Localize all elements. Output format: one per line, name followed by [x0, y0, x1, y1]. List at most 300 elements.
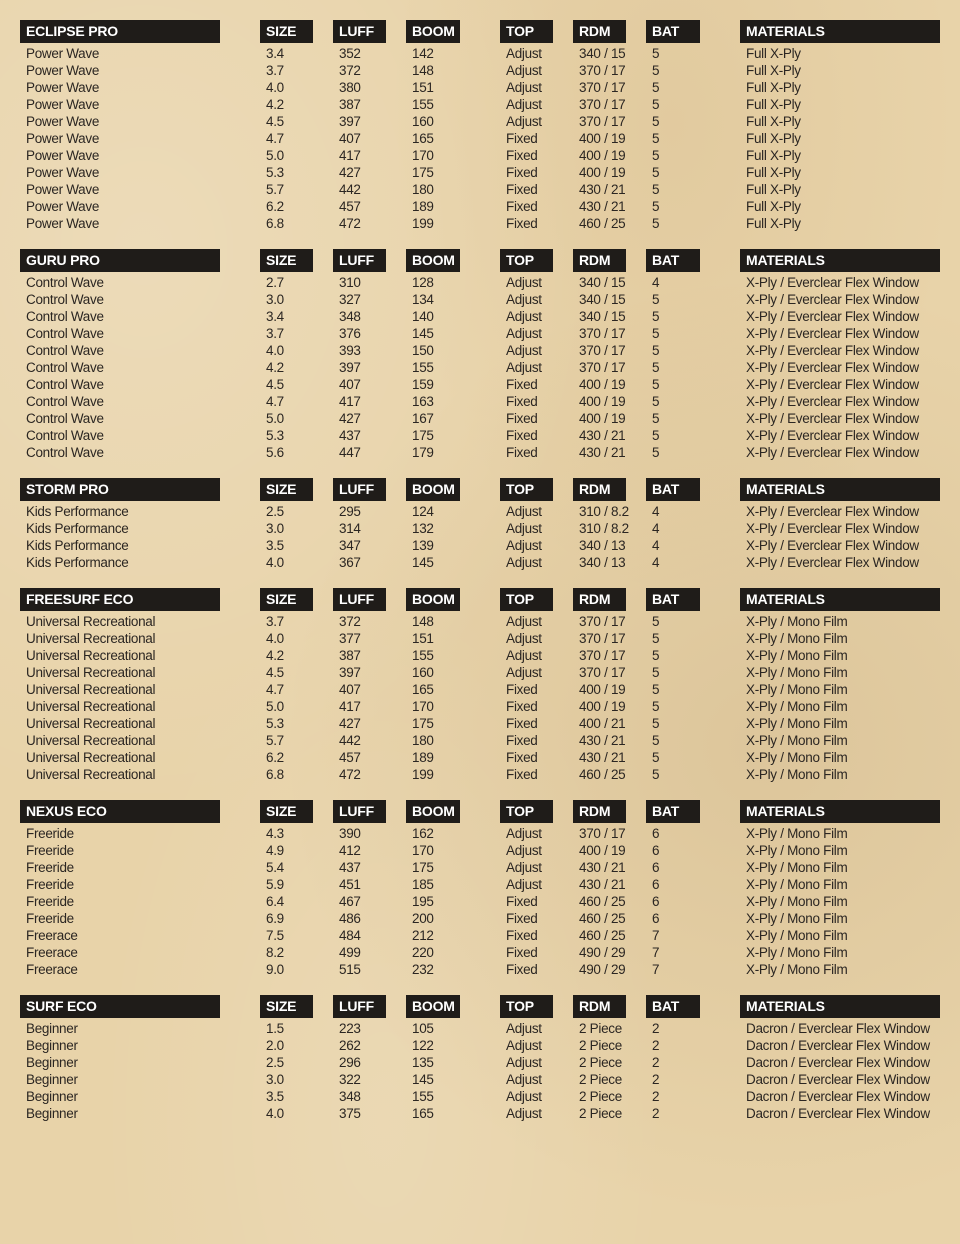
cell-materials: X-Ply / Everclear Flex Window [746, 445, 919, 460]
cell-materials: X-Ply / Mono Film [746, 631, 848, 646]
cell-materials: X-Ply / Everclear Flex Window [746, 275, 919, 290]
cell-luff: 387 [339, 648, 361, 663]
cell-luff: 457 [339, 199, 361, 214]
cell-size: 7.5 [266, 928, 284, 943]
section-title: STORM PRO [20, 478, 220, 501]
cell-luff: 407 [339, 131, 361, 146]
cell-bat: 5 [652, 199, 660, 214]
cell-name: Freerace [26, 945, 78, 960]
cell-name: Freeride [26, 877, 74, 892]
cell-boom: 199 [412, 767, 434, 782]
cell-size: 5.7 [266, 182, 284, 197]
cell-materials: Full X-Ply [746, 80, 801, 95]
cell-boom: 145 [412, 1072, 434, 1087]
cell-boom: 189 [412, 199, 434, 214]
cell-rdm: 430 / 21 [579, 860, 626, 875]
column-header-luff: LUFF [333, 800, 386, 823]
cell-name: Power Wave [26, 165, 100, 180]
cell-materials: X-Ply / Mono Film [746, 614, 848, 629]
cell-name: Power Wave [26, 97, 100, 112]
cell-luff: 387 [339, 97, 361, 112]
cell-boom: 200 [412, 911, 434, 926]
cell-bat: 4 [652, 504, 660, 519]
cell-rdm: 370 / 17 [579, 648, 626, 663]
cell-luff: 484 [339, 928, 361, 943]
cell-bat: 7 [652, 945, 660, 960]
cell-top: Adjust [506, 292, 542, 307]
cell-bat: 5 [652, 165, 660, 180]
cell-boom: 145 [412, 555, 434, 570]
cell-size: 2.5 [266, 1055, 284, 1070]
cell-boom: 175 [412, 165, 434, 180]
cell-boom: 170 [412, 699, 434, 714]
cell-rdm: 310 / 8.2 [579, 521, 629, 536]
cell-size: 4.7 [266, 394, 284, 409]
cell-name: Control Wave [26, 360, 104, 375]
cell-size: 6.8 [266, 216, 284, 231]
cell-rdm: 430 / 21 [579, 445, 626, 460]
cell-size: 9.0 [266, 962, 284, 977]
cell-top: Adjust [506, 46, 542, 61]
cell-luff: 407 [339, 682, 361, 697]
cell-top: Fixed [506, 699, 538, 714]
cell-size: 5.0 [266, 411, 284, 426]
table-row [0, 554, 960, 571]
cell-boom: 151 [412, 80, 434, 95]
table-row [0, 766, 960, 783]
column-header-rdm: RDM [573, 995, 626, 1018]
cell-materials: Dacron / Everclear Flex Window [746, 1106, 930, 1121]
cell-boom: 155 [412, 1089, 434, 1104]
cell-boom: 180 [412, 733, 434, 748]
cell-size: 5.6 [266, 445, 284, 460]
cell-boom: 185 [412, 877, 434, 892]
cell-name: Control Wave [26, 445, 104, 460]
table-row [0, 961, 960, 978]
cell-bat: 5 [652, 360, 660, 375]
cell-materials: X-Ply / Mono Film [746, 716, 848, 731]
cell-boom: 135 [412, 1055, 434, 1070]
cell-name: Kids Performance [26, 521, 129, 536]
cell-boom: 155 [412, 648, 434, 663]
cell-top: Adjust [506, 631, 542, 646]
cell-name: Control Wave [26, 275, 104, 290]
cell-boom: 160 [412, 665, 434, 680]
cell-name: Power Wave [26, 199, 100, 214]
cell-boom: 189 [412, 750, 434, 765]
column-header-luff: LUFF [333, 588, 386, 611]
column-header-bat: BAT [646, 478, 700, 501]
cell-bat: 5 [652, 716, 660, 731]
cell-rdm: 340 / 15 [579, 46, 626, 61]
cell-name: Universal Recreational [26, 750, 156, 765]
column-header-top: TOP [500, 249, 553, 272]
cell-bat: 5 [652, 182, 660, 197]
cell-name: Kids Performance [26, 555, 129, 570]
cell-rdm: 430 / 21 [579, 182, 626, 197]
cell-boom: 155 [412, 360, 434, 375]
cell-materials: Full X-Ply [746, 165, 801, 180]
cell-name: Universal Recreational [26, 614, 156, 629]
cell-luff: 380 [339, 80, 361, 95]
cell-top: Fixed [506, 377, 538, 392]
cell-luff: 437 [339, 428, 361, 443]
column-header-rdm: RDM [573, 20, 626, 43]
cell-top: Adjust [506, 97, 542, 112]
cell-size: 5.3 [266, 716, 284, 731]
cell-top: Adjust [506, 521, 542, 536]
cell-rdm: 370 / 17 [579, 826, 626, 841]
cell-materials: X-Ply / Mono Film [746, 843, 848, 858]
cell-boom: 165 [412, 131, 434, 146]
cell-size: 3.0 [266, 292, 284, 307]
cell-luff: 223 [339, 1021, 361, 1036]
cell-luff: 377 [339, 631, 361, 646]
column-header-top: TOP [500, 588, 553, 611]
cell-boom: 180 [412, 182, 434, 197]
cell-luff: 322 [339, 1072, 361, 1087]
table-row [0, 274, 960, 291]
cell-boom: 128 [412, 275, 434, 290]
cell-top: Fixed [506, 394, 538, 409]
cell-luff: 499 [339, 945, 361, 960]
cell-rdm: 2 Piece [579, 1055, 622, 1070]
cell-name: Freeride [26, 860, 74, 875]
cell-boom: 170 [412, 843, 434, 858]
cell-materials: X-Ply / Mono Film [746, 928, 848, 943]
cell-name: Freerace [26, 928, 78, 943]
cell-materials: X-Ply / Mono Film [746, 648, 848, 663]
cell-materials: X-Ply / Mono Film [746, 682, 848, 697]
cell-size: 3.0 [266, 1072, 284, 1087]
cell-boom: 175 [412, 860, 434, 875]
cell-materials: X-Ply / Everclear Flex Window [746, 377, 919, 392]
cell-bat: 5 [652, 750, 660, 765]
section-title: GURU PRO [20, 249, 220, 272]
table-row [0, 113, 960, 130]
cell-name: Freerace [26, 962, 78, 977]
cell-rdm: 400 / 19 [579, 131, 626, 146]
cell-materials: X-Ply / Mono Film [746, 962, 848, 977]
cell-rdm: 370 / 17 [579, 343, 626, 358]
cell-boom: 175 [412, 428, 434, 443]
cell-bat: 5 [652, 428, 660, 443]
cell-top: Adjust [506, 326, 542, 341]
cell-top: Adjust [506, 114, 542, 129]
cell-bat: 2 [652, 1055, 660, 1070]
cell-materials: X-Ply / Mono Film [746, 699, 848, 714]
cell-rdm: 2 Piece [579, 1038, 622, 1053]
cell-size: 2.7 [266, 275, 284, 290]
cell-size: 4.0 [266, 1106, 284, 1121]
cell-name: Freeride [26, 894, 74, 909]
cell-size: 5.3 [266, 428, 284, 443]
cell-name: Freeride [26, 843, 74, 858]
cell-name: Universal Recreational [26, 631, 156, 646]
cell-luff: 486 [339, 911, 361, 926]
cell-bat: 2 [652, 1038, 660, 1053]
cell-top: Fixed [506, 199, 538, 214]
cell-name: Control Wave [26, 292, 104, 307]
cell-materials: X-Ply / Mono Film [746, 894, 848, 909]
column-header-boom: BOOM [406, 478, 460, 501]
column-header-materials: MATERIALS [740, 800, 940, 823]
cell-luff: 347 [339, 538, 361, 553]
table-row [0, 732, 960, 749]
cell-luff: 390 [339, 826, 361, 841]
cell-materials: X-Ply / Everclear Flex Window [746, 343, 919, 358]
cell-luff: 397 [339, 114, 361, 129]
table-row [0, 130, 960, 147]
cell-size: 5.0 [266, 699, 284, 714]
cell-top: Adjust [506, 665, 542, 680]
cell-luff: 376 [339, 326, 361, 341]
cell-size: 6.9 [266, 911, 284, 926]
table-row [0, 164, 960, 181]
cell-rdm: 370 / 17 [579, 665, 626, 680]
cell-bat: 6 [652, 894, 660, 909]
cell-rdm: 430 / 21 [579, 877, 626, 892]
cell-materials: X-Ply / Mono Film [746, 911, 848, 926]
cell-rdm: 310 / 8.2 [579, 504, 629, 519]
cell-name: Freeride [26, 911, 74, 926]
cell-bat: 6 [652, 911, 660, 926]
cell-luff: 348 [339, 309, 361, 324]
cell-name: Control Wave [26, 309, 104, 324]
cell-rdm: 370 / 17 [579, 63, 626, 78]
cell-luff: 397 [339, 360, 361, 375]
cell-boom: 145 [412, 326, 434, 341]
cell-boom: 167 [412, 411, 434, 426]
cell-luff: 327 [339, 292, 361, 307]
cell-rdm: 2 Piece [579, 1072, 622, 1087]
cell-size: 3.0 [266, 521, 284, 536]
cell-size: 5.7 [266, 733, 284, 748]
cell-top: Adjust [506, 1089, 542, 1104]
column-header-top: TOP [500, 995, 553, 1018]
cell-size: 8.2 [266, 945, 284, 960]
table-row [0, 342, 960, 359]
cell-name: Beginner [26, 1055, 78, 1070]
cell-rdm: 460 / 25 [579, 894, 626, 909]
column-header-rdm: RDM [573, 588, 626, 611]
cell-rdm: 460 / 25 [579, 767, 626, 782]
column-header-boom: BOOM [406, 588, 460, 611]
cell-bat: 6 [652, 826, 660, 841]
column-header-luff: LUFF [333, 478, 386, 501]
cell-materials: Dacron / Everclear Flex Window [746, 1038, 930, 1053]
cell-boom: 132 [412, 521, 434, 536]
cell-bat: 5 [652, 631, 660, 646]
cell-luff: 442 [339, 182, 361, 197]
cell-luff: 367 [339, 555, 361, 570]
cell-rdm: 460 / 25 [579, 928, 626, 943]
column-header-size: SIZE [260, 478, 313, 501]
column-header-boom: BOOM [406, 20, 460, 43]
cell-boom: 232 [412, 962, 434, 977]
cell-name: Beginner [26, 1021, 78, 1036]
cell-materials: X-Ply / Everclear Flex Window [746, 394, 919, 409]
cell-luff: 515 [339, 962, 361, 977]
cell-materials: Dacron / Everclear Flex Window [746, 1055, 930, 1070]
table-row [0, 715, 960, 732]
cell-rdm: 370 / 17 [579, 114, 626, 129]
cell-rdm: 400 / 19 [579, 699, 626, 714]
cell-bat: 4 [652, 555, 660, 570]
cell-luff: 397 [339, 665, 361, 680]
cell-rdm: 400 / 19 [579, 411, 626, 426]
cell-bat: 5 [652, 614, 660, 629]
cell-materials: Full X-Ply [746, 131, 801, 146]
cell-luff: 407 [339, 377, 361, 392]
cell-boom: 159 [412, 377, 434, 392]
cell-luff: 348 [339, 1089, 361, 1104]
cell-top: Fixed [506, 148, 538, 163]
cell-bat: 5 [652, 114, 660, 129]
cell-top: Adjust [506, 275, 542, 290]
cell-top: Fixed [506, 131, 538, 146]
cell-top: Fixed [506, 894, 538, 909]
cell-size: 1.5 [266, 1021, 284, 1036]
cell-luff: 467 [339, 894, 361, 909]
cell-luff: 427 [339, 165, 361, 180]
column-header-materials: MATERIALS [740, 478, 940, 501]
cell-materials: X-Ply / Everclear Flex Window [746, 521, 919, 536]
cell-top: Adjust [506, 614, 542, 629]
table-row [0, 537, 960, 554]
column-header-boom: BOOM [406, 995, 460, 1018]
cell-rdm: 370 / 17 [579, 360, 626, 375]
cell-materials: X-Ply / Everclear Flex Window [746, 292, 919, 307]
cell-bat: 5 [652, 97, 660, 112]
cell-luff: 310 [339, 275, 361, 290]
column-header-luff: LUFF [333, 995, 386, 1018]
table-row [0, 1088, 960, 1105]
cell-name: Freeride [26, 826, 74, 841]
column-header-bat: BAT [646, 20, 700, 43]
cell-luff: 262 [339, 1038, 361, 1053]
cell-top: Fixed [506, 733, 538, 748]
cell-boom: 220 [412, 945, 434, 960]
cell-size: 4.5 [266, 114, 284, 129]
cell-top: Fixed [506, 911, 538, 926]
cell-top: Adjust [506, 309, 542, 324]
table-row [0, 62, 960, 79]
cell-top: Fixed [506, 445, 538, 460]
cell-top: Adjust [506, 1072, 542, 1087]
cell-materials: X-Ply / Mono Film [746, 945, 848, 960]
table-row [0, 359, 960, 376]
table-row [0, 1054, 960, 1071]
cell-boom: 199 [412, 216, 434, 231]
column-header-bat: BAT [646, 800, 700, 823]
cell-rdm: 2 Piece [579, 1021, 622, 1036]
cell-rdm: 400 / 21 [579, 716, 626, 731]
cell-boom: 162 [412, 826, 434, 841]
cell-name: Beginner [26, 1038, 78, 1053]
cell-materials: Dacron / Everclear Flex Window [746, 1089, 930, 1104]
cell-size: 4.5 [266, 665, 284, 680]
cell-bat: 4 [652, 521, 660, 536]
cell-materials: Full X-Ply [746, 216, 801, 231]
table-row [0, 147, 960, 164]
column-header-materials: MATERIALS [740, 588, 940, 611]
cell-size: 4.2 [266, 648, 284, 663]
table-row [0, 647, 960, 664]
cell-size: 4.3 [266, 826, 284, 841]
cell-name: Control Wave [26, 343, 104, 358]
cell-size: 5.0 [266, 148, 284, 163]
cell-size: 4.7 [266, 682, 284, 697]
column-header-materials: MATERIALS [740, 995, 940, 1018]
cell-luff: 457 [339, 750, 361, 765]
cell-size: 4.9 [266, 843, 284, 858]
column-header-rdm: RDM [573, 478, 626, 501]
cell-materials: Full X-Ply [746, 114, 801, 129]
cell-materials: X-Ply / Everclear Flex Window [746, 411, 919, 426]
cell-luff: 393 [339, 343, 361, 358]
cell-top: Adjust [506, 504, 542, 519]
cell-rdm: 340 / 13 [579, 555, 626, 570]
table-row [0, 859, 960, 876]
cell-size: 4.2 [266, 360, 284, 375]
cell-name: Power Wave [26, 46, 100, 61]
cell-luff: 417 [339, 148, 361, 163]
cell-rdm: 490 / 29 [579, 962, 626, 977]
cell-materials: X-Ply / Everclear Flex Window [746, 428, 919, 443]
cell-name: Kids Performance [26, 538, 129, 553]
cell-materials: X-Ply / Mono Film [746, 750, 848, 765]
cell-name: Control Wave [26, 377, 104, 392]
cell-top: Adjust [506, 843, 542, 858]
cell-boom: 140 [412, 309, 434, 324]
cell-luff: 314 [339, 521, 361, 536]
table-row [0, 444, 960, 461]
cell-size: 5.3 [266, 165, 284, 180]
cell-name: Universal Recreational [26, 665, 156, 680]
cell-rdm: 340 / 13 [579, 538, 626, 553]
table-row [0, 681, 960, 698]
cell-boom: 148 [412, 614, 434, 629]
cell-top: Adjust [506, 860, 542, 875]
cell-size: 4.5 [266, 377, 284, 392]
cell-name: Beginner [26, 1089, 78, 1104]
cell-rdm: 430 / 21 [579, 428, 626, 443]
cell-name: Universal Recreational [26, 716, 156, 731]
cell-size: 6.8 [266, 767, 284, 782]
cell-boom: 124 [412, 504, 434, 519]
cell-size: 6.2 [266, 199, 284, 214]
cell-luff: 447 [339, 445, 361, 460]
cell-top: Adjust [506, 877, 542, 892]
cell-size: 4.0 [266, 343, 284, 358]
cell-bat: 5 [652, 733, 660, 748]
cell-rdm: 400 / 19 [579, 148, 626, 163]
cell-top: Fixed [506, 182, 538, 197]
cell-materials: X-Ply / Everclear Flex Window [746, 360, 919, 375]
cell-bat: 2 [652, 1106, 660, 1121]
column-header-size: SIZE [260, 249, 313, 272]
table-row [0, 308, 960, 325]
cell-name: Power Wave [26, 131, 100, 146]
cell-boom: 163 [412, 394, 434, 409]
cell-rdm: 370 / 17 [579, 326, 626, 341]
cell-top: Fixed [506, 767, 538, 782]
table-row [0, 393, 960, 410]
cell-rdm: 430 / 21 [579, 733, 626, 748]
cell-boom: 195 [412, 894, 434, 909]
cell-rdm: 490 / 29 [579, 945, 626, 960]
